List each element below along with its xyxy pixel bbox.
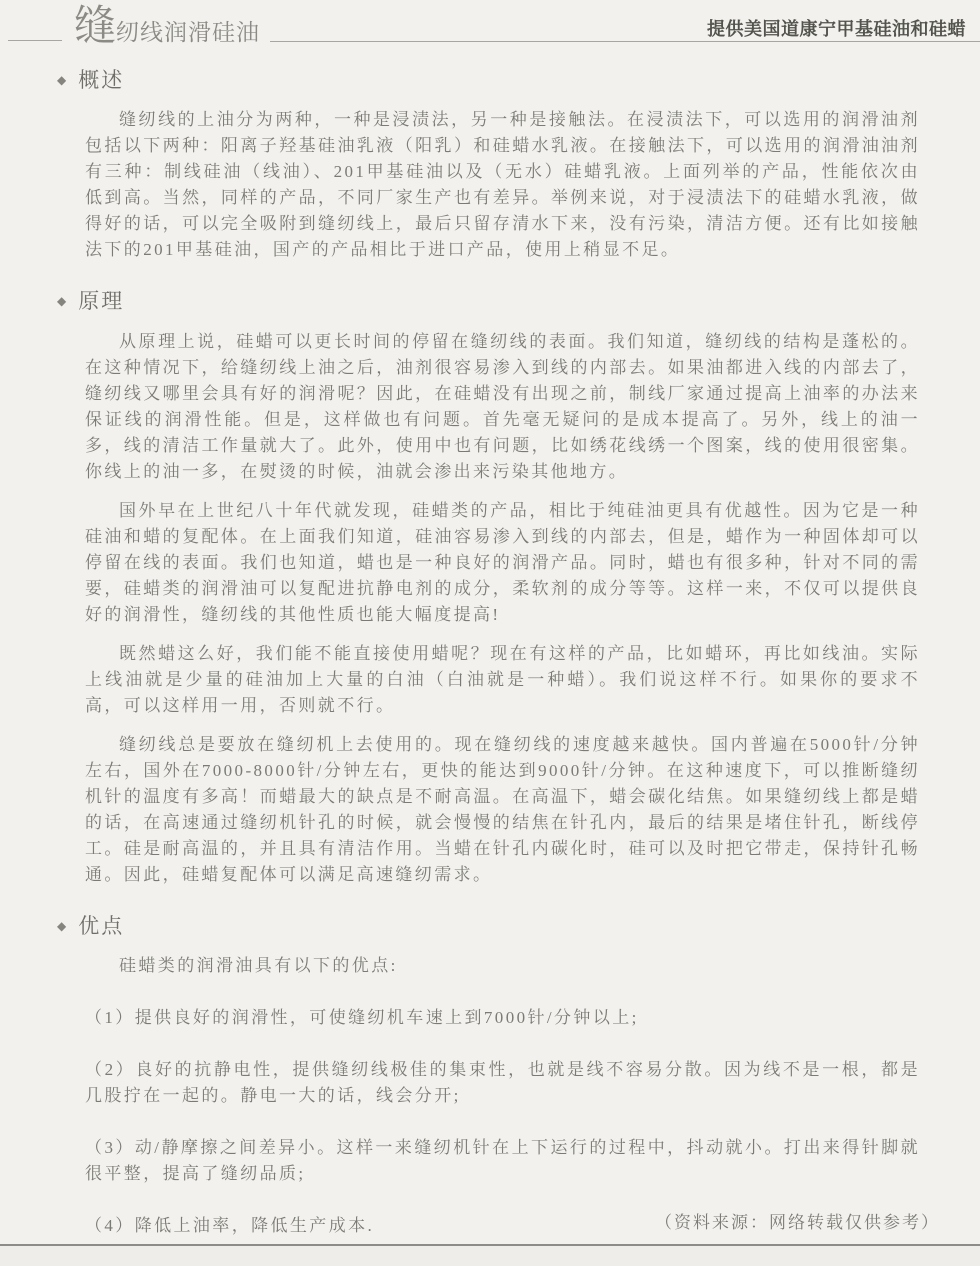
paragraph: 既然蜡这么好，我们能不能直接使用蜡呢？现在有这样的产品，比如蜡环，再比如线油。实际上线油就是少量的硅油加上大量的白油（白油就是一种蜡）。我们说这样不行。如果你的要求不高，可以这样用一用，否则就不行。 xyxy=(85,643,920,715)
advantage-item: （2）良好的抗静电性，提供缝纫线极佳的集束性，也就是线不容易分散。因为线不是一根，都是几股拧在一起的。静电一大的话，线会分开; xyxy=(85,1059,920,1105)
title-drop-char: 缝 xyxy=(74,4,117,50)
header-left-rule xyxy=(8,40,62,41)
page-title xyxy=(74,6,260,48)
section-principle-heading xyxy=(57,288,920,315)
advantages-intro: 硅蜡类的润滑油具有以下的优点: xyxy=(119,955,398,975)
section-heading-text: 优点 xyxy=(78,913,125,938)
advantage-item: （4）降低上油率，降低生产成本. xyxy=(85,1215,375,1235)
section-heading-text: 原理 xyxy=(78,289,125,314)
advantage-item: （1）提供良好的润滑性，可使缝纫机车速上到7000针/分钟以上; xyxy=(85,1007,639,1027)
title-rest-text: 纫线润滑硅油 xyxy=(116,20,261,45)
section-advantages xyxy=(57,913,920,1239)
section-principle xyxy=(57,288,920,887)
page-header xyxy=(0,0,980,50)
paragraph: 从原理上说，硅蜡可以更长时间的停留在缝纫线的表面。我们知道，缝纫线的结构是蓬松的。在这种情况下，给缝纫线上油之后，油剂很容易渗入到线的内部去。如果油都进入线的内部去了，缝纫线又哪里会具有好的润滑呢？因此，在硅蜡没有出现之前，制线厂家通过提高上油率的办法来保证线的润滑性能。但是，这样做也有问题。首先毫无疑问的是成本提高了。另外，线上的油一多，线的清洁工作量就大了。此外，使用中也有问题，比如绣花线绣一个图案，线的使用很密集。你线上的油一多，在熨烫的时候，油就会渗出来污染其他地方。 xyxy=(85,331,920,481)
diamond-bullet-icon: ◆ xyxy=(57,918,69,933)
section-overview-heading xyxy=(57,67,920,94)
section-overview xyxy=(57,67,920,263)
paragraph: 缝纫线的上油分为两种，一种是浸渍法，另一种是接触法。在浸渍法下，可以选用的润滑油剂包括以下两种：阳离子羟基硅油乳液（阳乳）和硅蜡水乳液。在接触法下，可以选用的润滑油油剂有三种：制线硅油（线油）、201甲基硅油以及（无水）硅蜡乳液。上面列举的产品，性能依次由低到高。当然，同样的产品，不同厂家生产也有差异。举例来说，对于浸渍法下的硅蜡水乳液，做得好的话，可以完全吸附到缝纫线上，最后只留存清水下来，没有污染，清洁方便。还有比如接触法下的201甲基硅油，国产的产品相比于进口产品，使用上稍显不足。 xyxy=(85,110,920,260)
section-advantages-heading xyxy=(57,913,920,940)
paragraph: 国外早在上世纪八十年代就发现，硅蜡类的产品，相比于纯硅油更具有优越性。因为它是一种硅油和蜡的复配体。在上面我们知道，硅油容易渗入到线的内部去，但是，蜡作为一种固体却可以停留在线的表面。我们也知道，蜡也是一种良好的润滑产品。同时，蜡也有很多种，针对不同的需要，硅蜡类的润滑油可以复配进抗静电剂的成分，柔软剂的成分等等。这样一来，不仅可以提供良好的润滑性，缝纫线的其他性质也能大幅度提高! xyxy=(85,500,920,624)
advantage-item: （3）动/静摩擦之间差异小。这样一来缝纫机针在上下运行的过程中，抖动就小。打出来得针脚就很平整，提高了缝纫品质; xyxy=(85,1137,920,1183)
diamond-bullet-icon: ◆ xyxy=(57,294,69,309)
header-slogan: 提供美国道康宁甲基硅油和硅蜡 xyxy=(707,19,966,40)
paragraph: 缝纫线总是要放在缝纫机上去使用的。现在缝纫线的速度越来越快。国内普遍在5000针/分钟左右，国外在7000-8000针/分钟左右，更快的能达到9000针/分钟。在这种速度下，可以推断缝纫机针的温度有多高！而蜡最大的缺点是不耐高温。在高温下，蜡会碳化结焦。如果缝纫线上都是蜡的话，在高速通过缝纫机针孔的时候，就会慢慢的结焦在针孔内，最后的结果是堵住针孔，断线停工。硅是耐高温的，并且具有清洁作用。当蜡在针孔内碳化时，硅可以及时把它带走，保持针孔畅通。因此，硅蜡复配体可以满足高速缝纫需求。 xyxy=(85,734,920,884)
header-rule xyxy=(270,41,980,42)
diamond-bullet-icon: ◆ xyxy=(57,73,69,87)
section-heading-text: 概述 xyxy=(78,68,125,92)
source-note: （资料来源：网络转载仅供参考） xyxy=(655,1213,940,1232)
header-rule-area xyxy=(270,19,980,42)
bottom-strip xyxy=(0,1246,980,1266)
document-body xyxy=(0,67,980,1239)
